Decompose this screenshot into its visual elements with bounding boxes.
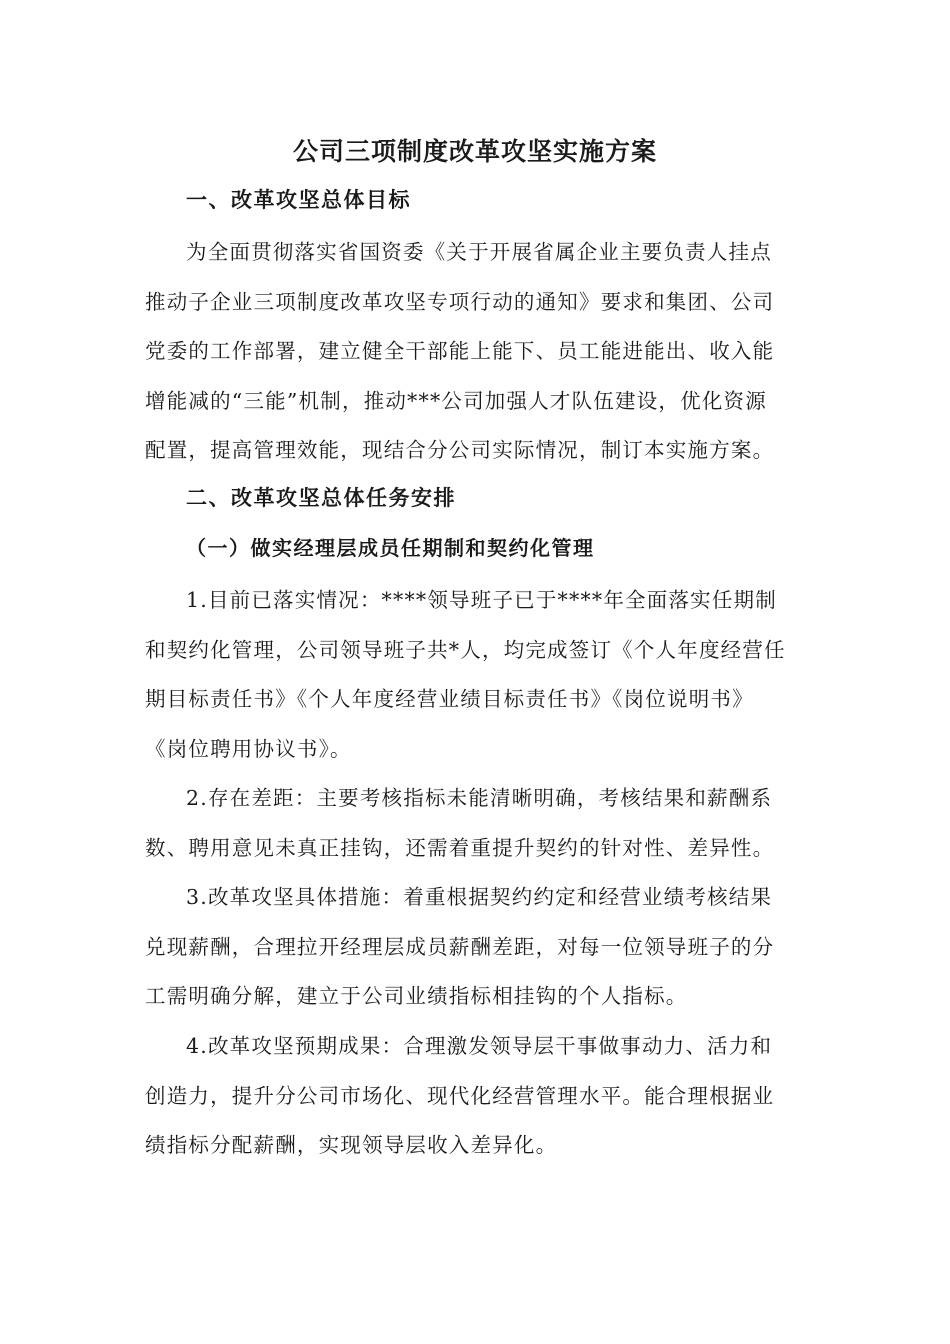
section-1-paragraph: [145, 228, 810, 476]
item-1-paragraph: [145, 576, 810, 774]
paragraph-line: 兑现薪酬，合理拉开经理层成员薪酬差距，对每一位领导班子的分: [145, 934, 775, 959]
paragraph-line: 3.改革攻坚具体措施：着重根据契约约定和经营业绩考核结果: [186, 885, 773, 909]
paragraph-line: 绩指标分配薪酬，实现领导层收入差异化。: [145, 1133, 558, 1158]
paragraph-line: 1.目前已落实情况：****领导班子已于****年全面落实任期制: [186, 588, 777, 612]
section-1-heading: 一、改革攻坚总体目标: [186, 187, 411, 212]
item-2-paragraph: [145, 774, 810, 873]
paragraph-line: 期目标责任书》《个人年度经营业绩目标责任书》《岗位说明书》: [145, 687, 754, 712]
paragraph-line: 为全面贯彻落实省国资委《关于开展省属企业主要负责人挂点: [186, 240, 772, 264]
paragraph-line: 党委的工作部署，建立健全干部能上能下、员工能进能出、收入能: [145, 339, 775, 364]
paragraph-line: 2.存在差距：主要考核指标未能清晰明确，考核结果和薪酬系: [186, 786, 773, 810]
document-title: 公司三项制度改革攻坚实施方案: [292, 137, 657, 166]
paragraph-line: 配置，提高管理效能，现结合分公司实际情况，制订本实施方案。: [145, 438, 775, 463]
paragraph-line: 工需明确分解，建立于公司业绩指标相挂钩的个人指标。: [145, 984, 688, 1009]
paragraph-line: 增能减的“三能”机制，推动***公司加强人才队伍建设，优化资源: [145, 388, 767, 413]
paragraph-line: 《岗位聘用协议书》。: [145, 736, 352, 761]
section-2-heading: 二、改革攻坚总体任务安排: [186, 485, 456, 510]
item-3-paragraph: [145, 873, 810, 1022]
subsection-1-heading: （一）做实经理层成员任期制和契约化管理: [186, 536, 595, 560]
paragraph-line: 推动子企业三项制度改革攻坚专项行动的通知》要求和集团、公司: [145, 289, 775, 314]
paragraph-line: 数、聘用意见未真正挂钩，还需着重提升契约的针对性、差异性。: [145, 835, 775, 860]
paragraph-line: 创造力，提升分公司市场化、现代化经营管理水平。能合理根据业: [145, 1083, 775, 1108]
item-4-paragraph: [145, 1022, 810, 1171]
paragraph-line: 和契约化管理，公司领导班子共*人，均完成签订《个人年度经营任: [145, 637, 786, 662]
paragraph-line: 4.改革攻坚预期成果：合理激发领导层干事做事动力、活力和: [186, 1034, 773, 1058]
